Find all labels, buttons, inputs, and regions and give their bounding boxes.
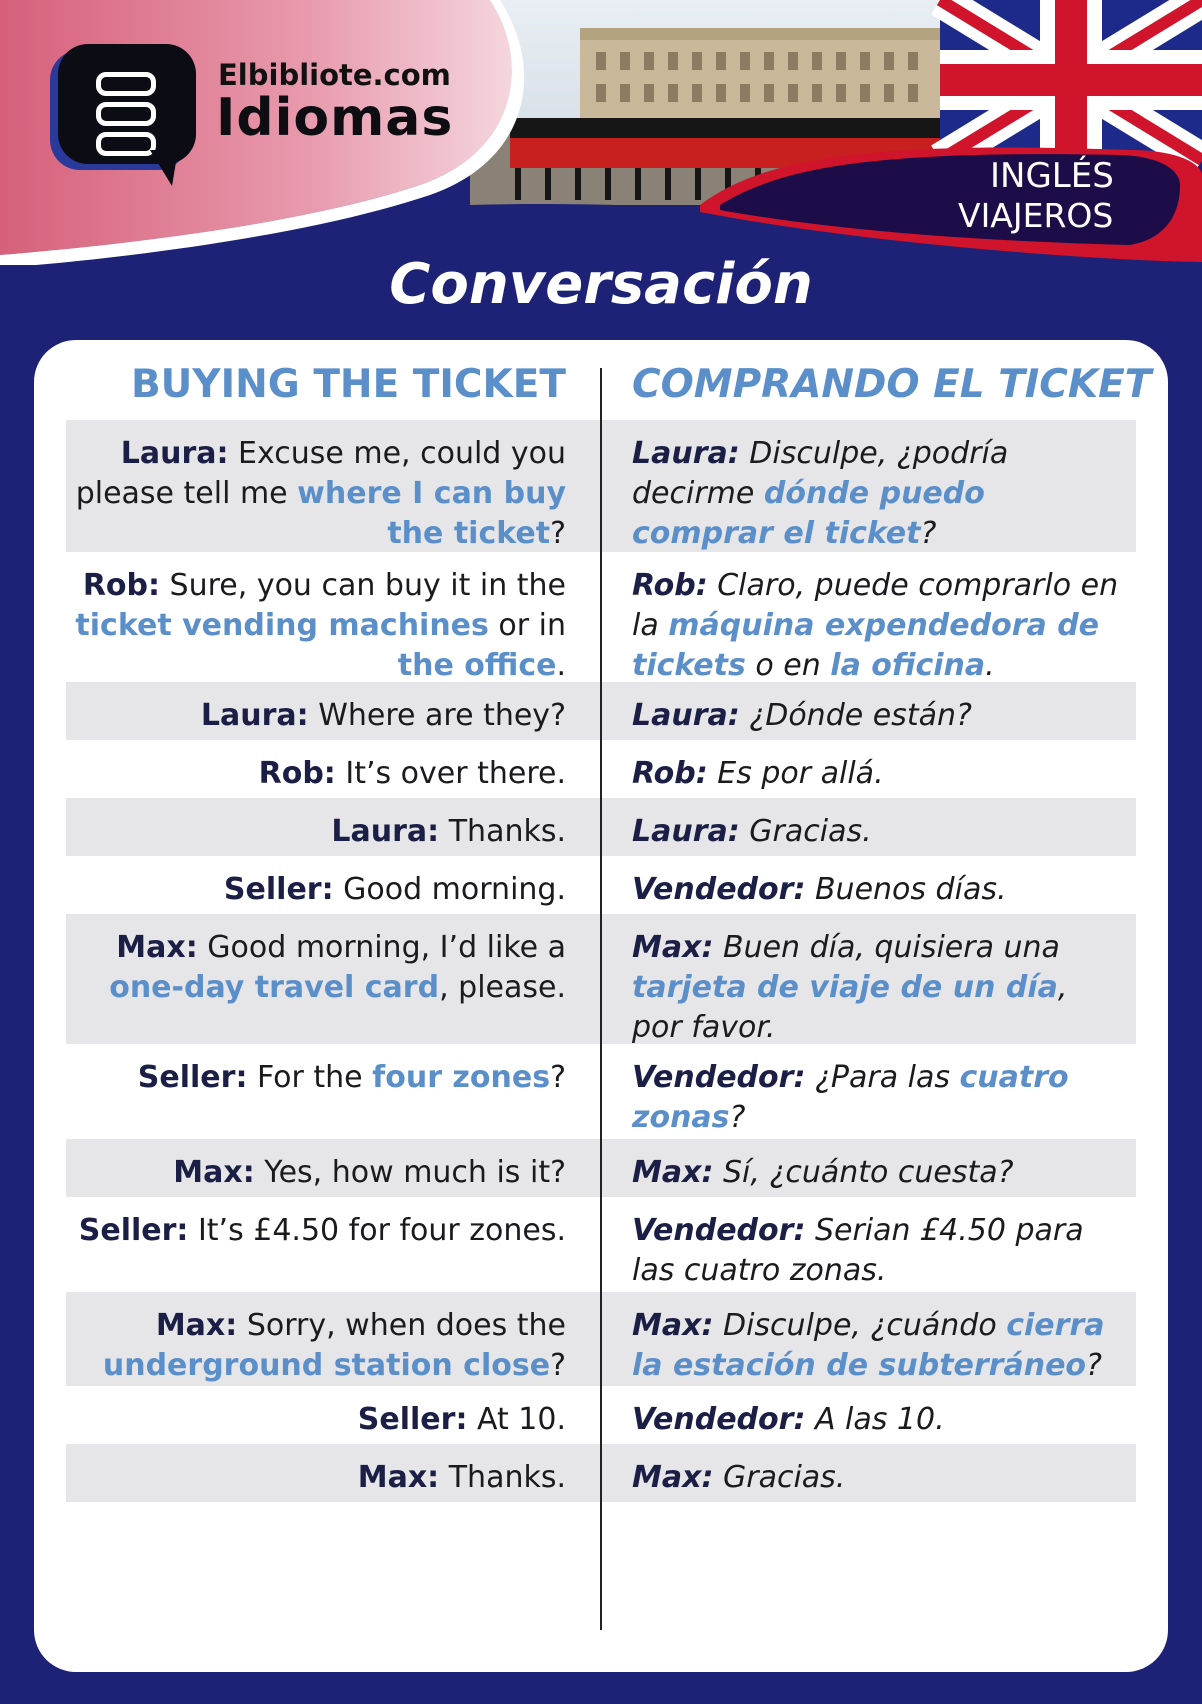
line-text: For the [247, 1060, 373, 1095]
line-text: Thanks. [439, 1460, 566, 1495]
line-text: A las 10. [805, 1402, 945, 1437]
highlighted-phrase: the office [397, 648, 557, 683]
english-line [66, 870, 600, 910]
line-text: . [556, 648, 566, 683]
spanish-line [600, 812, 1136, 852]
spanish-line [600, 434, 1136, 554]
speaker-name: Max: [632, 1155, 714, 1190]
speaker-name: Seller: [357, 1402, 468, 1437]
line-text: Disculpe, ¿cuándo [713, 1308, 1007, 1343]
speaker-name: Laura: [331, 814, 440, 849]
conversation-card [34, 340, 1168, 1672]
line-text: or in [488, 608, 566, 643]
highlighted-phrase: cierra la estación de subterráneo [632, 1308, 1105, 1383]
line-text: . [985, 648, 995, 683]
union-jack-flag [940, 0, 1202, 160]
line-text: Gracias. [739, 814, 872, 849]
speaker-name: Seller: [78, 1213, 189, 1248]
highlighted-phrase: dónde puedo comprar el ticket [632, 476, 985, 551]
english-line [66, 434, 600, 554]
speaker-name: Laura: [632, 698, 740, 733]
line-text: ? [550, 1060, 566, 1095]
speaker-name: Max: [173, 1155, 255, 1190]
english-line [66, 696, 600, 736]
line-text: Serian £4.50 para las cuatro zonas. [632, 1213, 1084, 1288]
line-text: Yes, how much is it? [254, 1155, 566, 1190]
speaker-name: Laura: [120, 436, 229, 471]
line-text: Buen día, quisiera una [713, 930, 1060, 965]
english-line [66, 566, 600, 686]
line-text: Sí, ¿cuánto cuesta? [713, 1155, 1014, 1190]
line-text: It’s £4.50 for four zones. [188, 1213, 566, 1248]
speaker-name: Rob: [632, 568, 708, 603]
line-text: Good morning. [333, 872, 566, 907]
speaker-name: Rob: [258, 756, 336, 791]
line-text: o en [745, 648, 831, 683]
speaker-name: Max: [357, 1460, 440, 1495]
spanish-line [600, 928, 1136, 1048]
badge-audience: VIAJEROS [958, 196, 1114, 235]
line-text: ? [729, 1100, 746, 1135]
spanish-line [600, 1458, 1136, 1498]
line-text: Good morning, I’d like a [197, 930, 566, 965]
line-text: It’s over there. [335, 756, 566, 791]
line-text: ? [550, 516, 566, 551]
line-text: Where are they? [308, 698, 566, 733]
line-text: ? [1086, 1348, 1102, 1383]
line-text: Claro, puede comprarlo en la [632, 568, 1119, 643]
english-line [66, 928, 600, 1008]
english-line [66, 1058, 600, 1098]
spanish-line [600, 1211, 1136, 1291]
line-text: , please. [439, 970, 566, 1005]
badge-language: INGLÉS [990, 156, 1114, 196]
line-text: Excuse me, could you please tell me [75, 436, 566, 511]
speaker-name: Max: [155, 1308, 238, 1343]
line-text: ? [920, 516, 937, 551]
highlighted-phrase: tarjeta de viaje de un día [632, 970, 1058, 1005]
logo-tail [150, 150, 178, 186]
spanish-line [600, 754, 1136, 794]
highlighted-phrase: one-day travel card [109, 970, 440, 1005]
spanish-line [600, 1153, 1136, 1193]
logo-bubble [58, 44, 196, 164]
speaker-name: Laura: [632, 436, 740, 471]
english-line [66, 1153, 600, 1193]
speaker-name: Laura: [200, 698, 309, 733]
line-text: Buenos días. [805, 872, 1007, 907]
bottom-bar [0, 1672, 1202, 1704]
page-title: Conversación [389, 252, 813, 317]
speaker-name: Seller: [137, 1060, 248, 1095]
speaker-name: Vendedor: [632, 1213, 806, 1248]
header [0, 0, 1202, 265]
speaker-name: Max: [116, 930, 198, 965]
spanish-line [600, 696, 1136, 736]
speaker-name: Laura: [632, 814, 740, 849]
spanish-column-heading: COMPRANDO EL TICKET [632, 362, 1152, 407]
highlighted-phrase: cuatro zonas [632, 1060, 1069, 1135]
spanish-line [600, 1306, 1136, 1386]
speaker-name: Max: [632, 930, 714, 965]
spanish-line [600, 1400, 1136, 1440]
speaker-name: Max: [632, 1460, 714, 1495]
highlighted-phrase: four zones [372, 1060, 551, 1095]
line-text: Es por allá. [707, 756, 884, 791]
speaker-name: Vendedor: [632, 1060, 806, 1095]
speaker-name: Rob: [632, 756, 708, 791]
spanish-line [600, 566, 1136, 686]
line-text: Sorry, when does the [237, 1308, 566, 1343]
speaker-name: Seller: [223, 872, 334, 907]
line-text: At 10. [467, 1402, 566, 1437]
english-line [66, 1211, 600, 1251]
highlighted-phrase: la oficina [830, 648, 986, 683]
speaker-name: Max: [632, 1308, 714, 1343]
spanish-line [600, 870, 1136, 910]
line-text: Sure, you can buy it in the [160, 568, 566, 603]
speaker-name: Rob: [82, 568, 161, 603]
line-text: ? [550, 1348, 566, 1383]
line-text: Thanks. [439, 814, 566, 849]
highlighted-phrase: ticket vending machines [75, 608, 489, 643]
english-line [66, 1400, 600, 1440]
spanish-line [600, 1058, 1136, 1138]
highlighted-phrase: máquina expendedora de tickets [632, 608, 1100, 683]
brand-site: Elbibliote.com [218, 58, 451, 92]
line-text: ¿Para las [805, 1060, 960, 1095]
brand-name: Idiomas [216, 88, 454, 148]
english-column-heading: BUYING THE TICKET [130, 362, 566, 407]
speaker-name: Vendedor: [632, 872, 806, 907]
highlighted-phrase: where I can buy the ticket [297, 476, 566, 551]
highlighted-phrase: underground station close [102, 1348, 551, 1383]
english-line [66, 1306, 600, 1386]
speaker-name: Vendedor: [632, 1402, 806, 1437]
logo-icon [96, 72, 156, 162]
line-text: Disculpe, ¿podría decirme [632, 436, 1009, 511]
column-divider [600, 368, 602, 1630]
english-line [66, 812, 600, 852]
line-text: ¿Dónde están? [739, 698, 972, 733]
english-line [66, 1458, 600, 1498]
line-text: , por favor. [632, 970, 1068, 1045]
english-line [66, 754, 600, 794]
line-text: Gracias. [713, 1460, 846, 1495]
